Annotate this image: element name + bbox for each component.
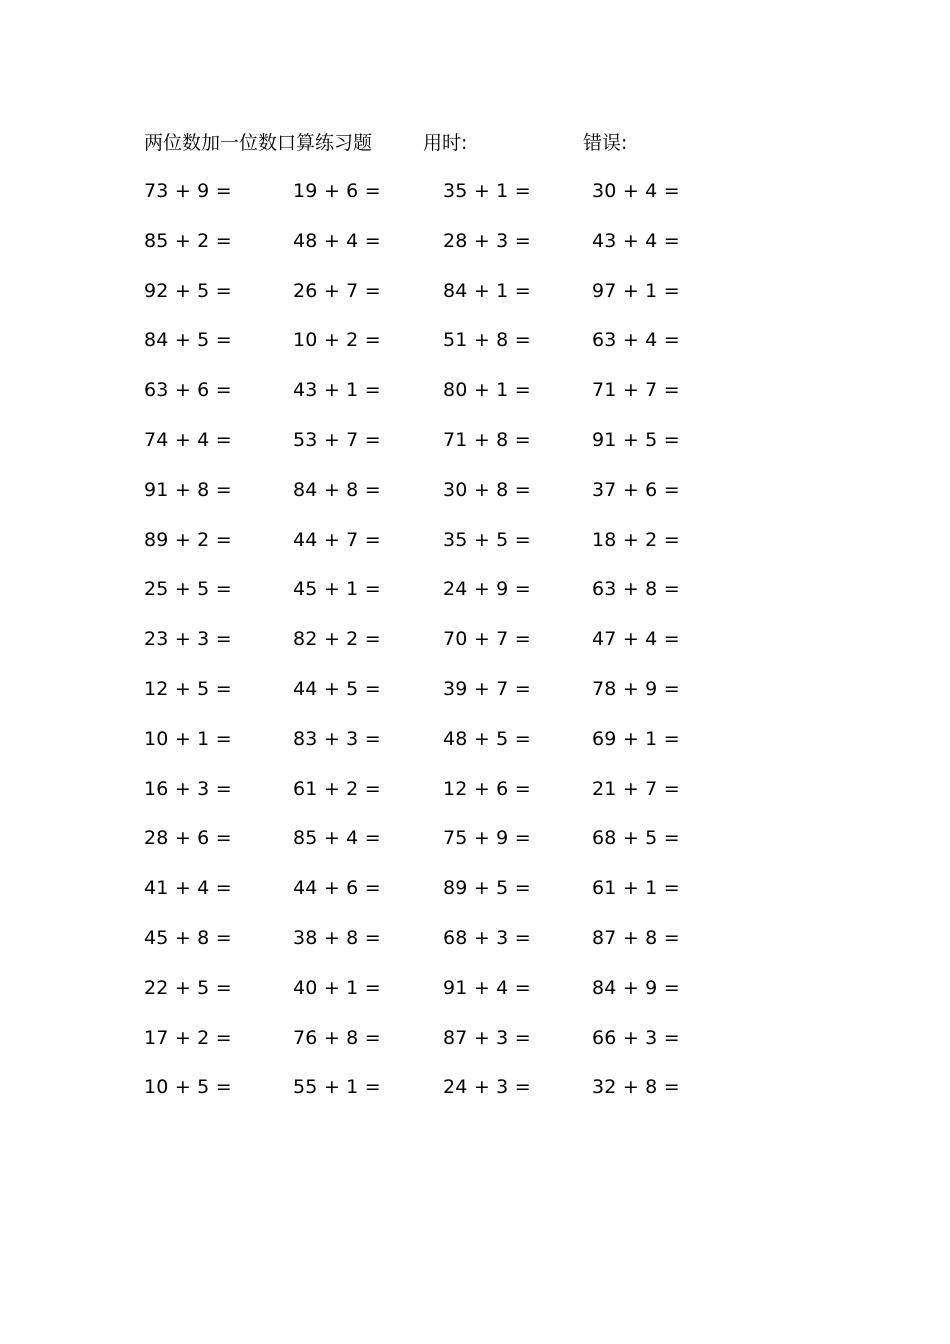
math-problem: 37 + 6 = (592, 478, 680, 501)
math-problem: 85 + 4 = (293, 827, 381, 850)
math-problem: 82 + 2 = (293, 628, 381, 651)
math-problem: 48 + 5 = (443, 727, 531, 750)
math-problem: 83 + 3 = (293, 727, 381, 750)
math-problem: 24 + 9 = (443, 578, 531, 601)
math-problem: 63 + 8 = (592, 578, 680, 601)
time-label: 用时: (423, 132, 468, 154)
math-problem: 74 + 4 = (144, 428, 232, 451)
math-problem: 80 + 1 = (443, 379, 531, 402)
math-problem: 91 + 5 = (592, 428, 680, 451)
math-problem: 45 + 8 = (144, 926, 232, 949)
math-problem: 28 + 6 = (144, 827, 232, 850)
math-problem: 19 + 6 = (293, 180, 381, 202)
math-problem: 61 + 2 = (293, 777, 381, 800)
math-problem: 26 + 7 = (293, 279, 381, 302)
math-problem: 22 + 5 = (144, 976, 232, 999)
math-problem: 32 + 8 = (592, 1076, 680, 1099)
math-problem: 44 + 7 = (293, 528, 381, 551)
math-problem: 10 + 2 = (293, 329, 381, 352)
math-problem: 76 + 8 = (293, 1026, 381, 1049)
math-problem: 69 + 1 = (592, 727, 680, 750)
math-problem: 87 + 3 = (443, 1026, 531, 1049)
math-problem: 25 + 5 = (144, 578, 232, 601)
math-problem: 84 + 9 = (592, 976, 680, 999)
math-problem: 44 + 5 = (293, 677, 381, 700)
math-problem: 84 + 8 = (293, 478, 381, 501)
problem-grid (144, 176, 744, 1122)
math-problem: 12 + 6 = (443, 777, 531, 800)
math-problem: 63 + 6 = (144, 379, 232, 402)
math-problem: 38 + 8 = (293, 926, 381, 949)
error-label: 错误: (583, 132, 628, 154)
math-problem: 68 + 5 = (592, 827, 680, 850)
math-problem: 92 + 5 = (144, 279, 232, 302)
math-problem: 16 + 3 = (144, 777, 232, 800)
math-problem: 40 + 1 = (293, 976, 381, 999)
math-problem: 85 + 2 = (144, 229, 232, 252)
math-problem: 30 + 4 = (592, 180, 680, 202)
math-problem: 89 + 2 = (144, 528, 232, 551)
math-problem: 43 + 1 = (293, 379, 381, 402)
math-problem: 44 + 6 = (293, 877, 381, 900)
math-problem: 73 + 9 = (144, 180, 232, 202)
math-problem: 97 + 1 = (592, 279, 680, 302)
math-problem: 10 + 1 = (144, 727, 232, 750)
math-problem: 35 + 1 = (443, 180, 531, 202)
math-problem: 43 + 4 = (592, 229, 680, 252)
math-problem: 91 + 4 = (443, 976, 531, 999)
math-problem: 63 + 4 = (592, 329, 680, 352)
math-problem: 89 + 5 = (443, 877, 531, 900)
worksheet-header (0, 128, 950, 158)
math-problem: 91 + 8 = (144, 478, 232, 501)
math-problem: 18 + 2 = (592, 528, 680, 551)
math-problem: 55 + 1 = (293, 1076, 381, 1099)
math-problem: 12 + 5 = (144, 677, 232, 700)
math-problem: 84 + 1 = (443, 279, 531, 302)
math-problem: 61 + 1 = (592, 877, 680, 900)
math-problem: 87 + 8 = (592, 926, 680, 949)
math-problem: 70 + 7 = (443, 628, 531, 651)
math-problem: 48 + 4 = (293, 229, 381, 252)
math-problem: 47 + 4 = (592, 628, 680, 651)
math-problem: 84 + 5 = (144, 329, 232, 352)
math-problem: 28 + 3 = (443, 229, 531, 252)
math-problem: 71 + 7 = (592, 379, 680, 402)
math-problem: 39 + 7 = (443, 677, 531, 700)
math-problem: 75 + 9 = (443, 827, 531, 850)
math-problem: 41 + 4 = (144, 877, 232, 900)
math-problem: 66 + 3 = (592, 1026, 680, 1049)
math-problem: 23 + 3 = (144, 628, 232, 651)
math-problem: 17 + 2 = (144, 1026, 232, 1049)
math-problem: 35 + 5 = (443, 528, 531, 551)
math-problem: 10 + 5 = (144, 1076, 232, 1099)
math-problem: 68 + 3 = (443, 926, 531, 949)
math-problem: 21 + 7 = (592, 777, 680, 800)
math-problem: 24 + 3 = (443, 1076, 531, 1099)
math-problem: 45 + 1 = (293, 578, 381, 601)
math-problem: 78 + 9 = (592, 677, 680, 700)
math-problem: 51 + 8 = (443, 329, 531, 352)
math-problem: 30 + 8 = (443, 478, 531, 501)
math-problem: 71 + 8 = (443, 428, 531, 451)
worksheet-title: 两位数加一位数口算练习题 (144, 132, 373, 154)
math-problem: 53 + 7 = (293, 428, 381, 451)
